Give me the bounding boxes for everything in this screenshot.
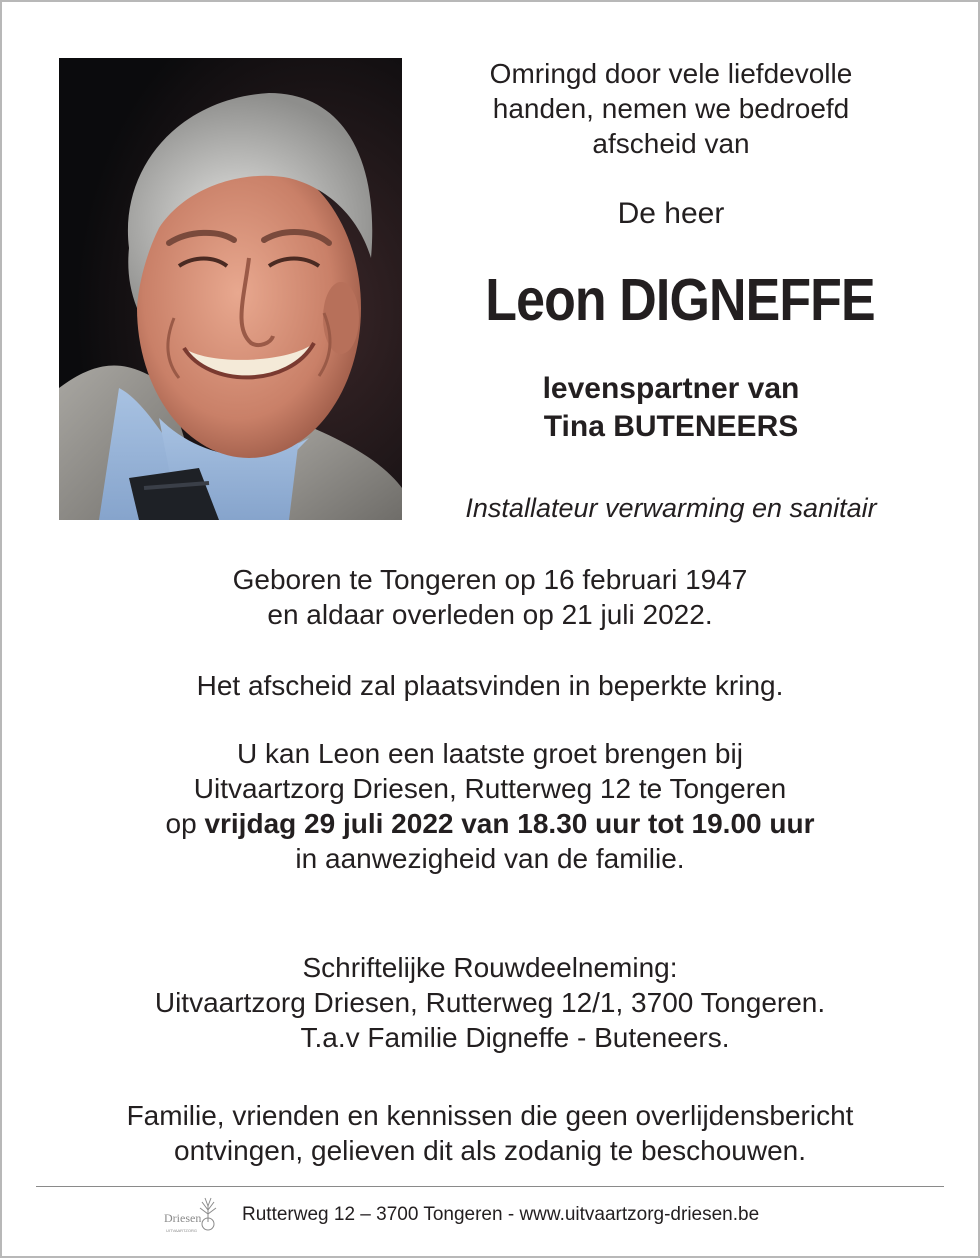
notice-line-2: ontvingen, gelieven dit als zodanig te beschouwen. bbox=[174, 1135, 806, 1166]
intro-line-2: handen, nemen we bedroefd bbox=[492, 93, 850, 124]
condolences-heading: Schriftelijke Rouwdeelneming: bbox=[302, 952, 678, 983]
partner-info bbox=[440, 370, 902, 446]
partner-line-2: Tina BUTENEERS bbox=[543, 410, 799, 443]
logo-text: Driesen bbox=[164, 1211, 202, 1225]
intro-line-3: afscheid van bbox=[592, 128, 750, 159]
condolences-attention: T.a.v Familie Digneffe - Buteneers. bbox=[300, 1022, 730, 1053]
visitation-line-2: Uitvaartzorg Driesen, Rutterweg 12 te Tongeren bbox=[193, 773, 787, 804]
portrait-photo bbox=[59, 58, 402, 520]
visitation-datetime: vrijdag 29 juli 2022 van 18.30 uur tot 19.00 uur bbox=[204, 808, 815, 839]
notice-line-1: Familie, vrienden en kennissen die geen overlijdensbericht bbox=[126, 1100, 854, 1131]
birth-death-info bbox=[0, 562, 980, 632]
salutation: De heer bbox=[617, 197, 725, 230]
visitation-info bbox=[0, 736, 980, 876]
footer-divider bbox=[36, 1186, 944, 1187]
intro-line-1: Omringd door vele liefdevolle bbox=[489, 58, 853, 89]
ceremony-line: Het afscheid zal plaatsvinden in beperkte kring. bbox=[196, 670, 784, 701]
notice-info bbox=[0, 1098, 980, 1168]
footer-address: Rutterweg 12 – 3700 Tongeren - www.uitvaartzorg-driesen.be bbox=[242, 1204, 760, 1225]
partner-line-1: levenspartner van bbox=[542, 372, 800, 405]
visitation-line-4: in aanwezigheid van de familie. bbox=[295, 843, 685, 874]
visitation-prefix: op bbox=[165, 808, 197, 839]
visitation-line-3 bbox=[0, 806, 980, 841]
logo-subtext: UITVAARTZORG bbox=[166, 1228, 197, 1233]
condolences-address: Uitvaartzorg Driesen, Rutterweg 12/1, 3700 Tongeren. bbox=[154, 987, 826, 1018]
intro-text bbox=[440, 56, 902, 161]
ceremony-info bbox=[0, 668, 980, 703]
driesen-logo bbox=[160, 1192, 226, 1236]
birth-line: Geboren te Tongeren op 16 februari 1947 bbox=[232, 564, 748, 595]
condolences-info bbox=[0, 950, 980, 1055]
deceased-name: Leon DIGNEFFE bbox=[485, 267, 875, 333]
visitation-line-1: U kan Leon een laatste groet brengen bij bbox=[237, 738, 743, 769]
profession: Installateur verwarming en sanitair bbox=[465, 493, 877, 523]
death-line: en aldaar overleden op 21 juli 2022. bbox=[267, 599, 713, 630]
